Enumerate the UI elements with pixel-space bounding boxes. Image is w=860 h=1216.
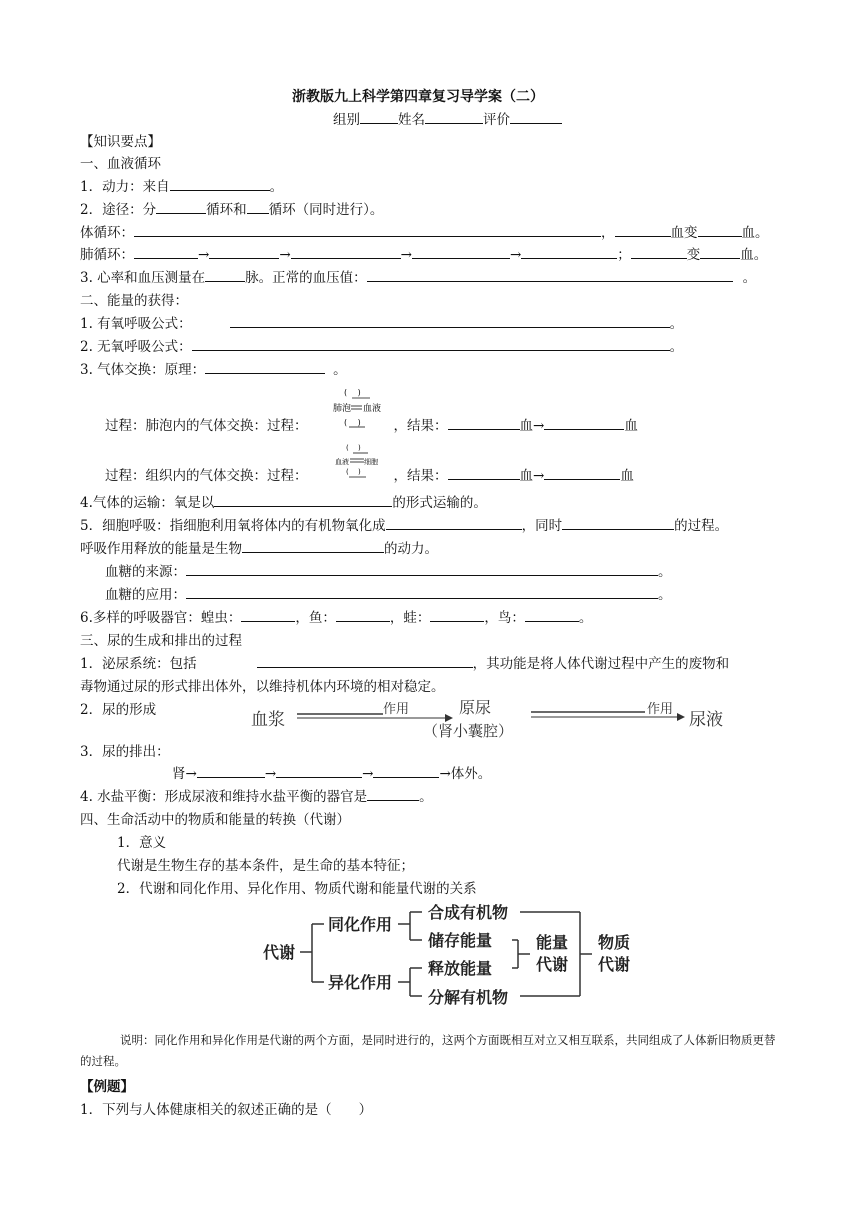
s4-line3: 2．代谢和同化作用、异化作用、物质代谢和能量代谢的关系	[117, 881, 477, 897]
eval-blank[interactable]	[510, 109, 562, 124]
s3-line4: 3．尿的排出：	[80, 744, 170, 760]
header-fields	[333, 108, 562, 128]
blank[interactable]	[134, 244, 198, 259]
text: ，同时	[521, 518, 563, 534]
text: ，其功能是将人体代谢过程中产生的废物和	[472, 656, 730, 672]
s2-line8	[105, 583, 672, 603]
text: 血→	[519, 418, 545, 434]
energy-label-2: 代谢	[536, 955, 569, 974]
blank[interactable]	[156, 199, 206, 214]
page-title: 浙教版九上科学第四章复习导学案（二）	[292, 89, 544, 105]
blank[interactable]	[412, 244, 510, 259]
blank[interactable]	[336, 607, 390, 622]
text: 的动力。	[384, 541, 438, 557]
blood-label: 血液	[335, 458, 349, 466]
blank[interactable]	[205, 267, 245, 282]
s2-line6	[80, 537, 438, 557]
blank[interactable]	[562, 515, 674, 530]
blank[interactable]	[631, 244, 687, 259]
blank[interactable]	[700, 244, 740, 259]
blank[interactable]	[247, 199, 269, 214]
action-label-1: 作用	[383, 702, 410, 717]
text: 血糖的来源：	[105, 564, 186, 580]
arrow: →	[509, 247, 522, 263]
text: ，结果：	[393, 418, 448, 434]
text: ，结果：	[393, 468, 448, 484]
text: 血。	[740, 247, 768, 263]
text: 过程：肺泡内的气体交换：过程：	[105, 418, 308, 434]
tissue-exchange-diagram	[334, 442, 382, 480]
blank[interactable]	[257, 653, 473, 668]
blank[interactable]	[544, 465, 620, 480]
text: 。	[658, 587, 672, 603]
store-energy-label: 储存能量	[428, 931, 493, 950]
text: 肺循环：	[80, 247, 134, 263]
dissimilation-label: 异化作用	[328, 973, 393, 992]
blank[interactable]	[134, 222, 601, 237]
blank[interactable]	[448, 415, 520, 430]
urine-formation-diagram	[245, 692, 745, 742]
text: 血糖的应用：	[105, 587, 186, 603]
text: 4.气体的运输：氧是以	[80, 495, 215, 511]
s3-line2: 毒物通过尿的形式排出体外，以维持机体内环境的相对稳定。	[80, 679, 445, 695]
s3-line6	[80, 785, 433, 805]
s4-line2: 代谢是生物生存的基本条件，是生命的基本特征；	[117, 858, 414, 874]
blank[interactable]	[698, 222, 742, 237]
text: 。	[658, 564, 672, 580]
text: 的过程。	[674, 518, 729, 534]
text: 血	[620, 468, 634, 484]
text: 3. 心率和血压测量在	[80, 270, 206, 286]
s3-line3: 2．尿的形成	[80, 702, 157, 718]
s2-line2	[80, 335, 683, 355]
blank[interactable]	[525, 607, 579, 622]
text: →	[362, 766, 374, 782]
blank[interactable]	[242, 538, 384, 553]
text: ，鸟：	[484, 610, 525, 626]
text: 1．泌尿系统：包括	[80, 656, 197, 672]
blank[interactable]	[186, 561, 658, 576]
group-label: 组别	[333, 112, 360, 128]
text: ，蛙：	[389, 610, 431, 626]
text: 血	[624, 418, 638, 434]
text: 变	[686, 247, 701, 263]
s3-line1	[80, 652, 729, 672]
blank[interactable]	[386, 515, 522, 530]
urine-label: 尿液	[689, 710, 723, 730]
group-blank[interactable]	[360, 109, 398, 124]
text: 6.多样的呼吸器官：蝗虫：	[80, 610, 242, 626]
s2-line4	[80, 491, 487, 511]
s1-line3	[80, 221, 769, 241]
blank[interactable]	[367, 267, 733, 282]
s2-line3	[80, 358, 347, 378]
text: 2. 无氧呼吸公式：	[80, 339, 192, 355]
arrow: →	[198, 247, 210, 263]
s2-line9	[80, 606, 592, 626]
blank[interactable]	[615, 222, 671, 237]
text: 1. 有氧呼吸公式：	[80, 316, 192, 332]
lung-exchange-diagram	[332, 386, 382, 430]
primary-urine-label: 原尿	[459, 698, 492, 717]
eval-label: 评价	[483, 112, 510, 128]
capsule-label: （肾小囊腔）	[423, 722, 514, 740]
cell-label: 细胞	[364, 458, 378, 466]
s1-line1	[80, 175, 283, 195]
text: 。	[269, 179, 284, 195]
name-label: 姓名	[398, 112, 425, 128]
s4-line1: 1．意义	[117, 835, 167, 851]
blank[interactable]	[209, 244, 279, 259]
paren-top: ( )	[344, 388, 361, 397]
example-question-1: 1．下列与人体健康相关的叙述正确的是（ ）	[80, 1102, 373, 1118]
blank[interactable]	[205, 359, 325, 374]
knowledge-heading: 【知识要点】	[80, 134, 161, 150]
arrow: →	[279, 247, 291, 263]
text: 1．动力：来自	[80, 179, 170, 195]
metabolism-diagram	[260, 896, 650, 1012]
blank[interactable]	[373, 763, 439, 778]
s3-line5	[172, 762, 491, 782]
blank[interactable]	[544, 415, 624, 430]
blank[interactable]	[276, 763, 362, 778]
section-1-heading: 一、血液循环	[80, 156, 161, 172]
matter-label-2: 代谢	[598, 955, 631, 974]
example-heading: 【例题】	[80, 1079, 134, 1095]
lung-label: 肺泡	[333, 404, 352, 414]
s2-line5	[80, 514, 728, 534]
paren-bottom: ( )	[344, 418, 361, 427]
text: →体外。	[439, 766, 492, 782]
paren-bottom: ( )	[346, 468, 361, 476]
text: ，鱼：	[295, 610, 336, 626]
arrow: →	[400, 247, 412, 263]
text: 体循环：	[80, 225, 134, 241]
text: 的形式运输的。	[392, 495, 487, 511]
blank[interactable]	[367, 786, 419, 801]
text: 循环（同时进行）。	[268, 202, 384, 218]
assimilation-label: 同化作用	[328, 915, 393, 934]
text: 4. 水盐平衡：形成尿液和维持水盐平衡的器官是	[80, 789, 368, 805]
release-energy-label: 释放能量	[428, 959, 493, 978]
matter-label-1: 物质	[598, 933, 631, 952]
blank[interactable]	[448, 465, 520, 480]
s2-line1	[80, 312, 683, 332]
text: ，	[601, 225, 615, 241]
text: 3. 气体交换：原理：	[80, 362, 206, 378]
blank[interactable]	[170, 176, 270, 191]
energy-label-1: 能量	[536, 933, 569, 952]
paren-top: ( )	[346, 444, 361, 452]
blank[interactable]	[186, 584, 658, 599]
s1-line4	[80, 243, 767, 263]
blank[interactable]	[214, 492, 392, 507]
text: 呼吸作用释放的能量是生物	[80, 541, 242, 557]
text: 。	[333, 362, 347, 378]
text: 血→	[519, 468, 545, 484]
text: 肾→	[172, 766, 197, 782]
text: 血变	[670, 225, 698, 241]
blank[interactable]	[241, 607, 295, 622]
plasma-label: 血浆	[251, 710, 285, 730]
text: 。	[669, 339, 684, 355]
name-blank[interactable]	[425, 109, 483, 124]
section-2-heading: 二、能量的获得：	[80, 293, 188, 309]
text: 过程：组织内的气体交换：过程：	[105, 468, 308, 484]
text: ；	[617, 247, 631, 263]
action-label-2: 作用	[647, 702, 674, 717]
text: 脉。正常的血压值：	[245, 270, 367, 286]
text: 。	[669, 316, 684, 332]
synthesis-label: 合成有机物	[428, 903, 509, 922]
text: 2．途径：分	[80, 202, 157, 218]
blank[interactable]	[291, 244, 401, 259]
text: 5．细胞呼吸：指细胞利用氧将体内的有机物氧化成	[80, 518, 386, 534]
blank[interactable]	[197, 763, 265, 778]
blank[interactable]	[230, 313, 670, 328]
text: 。	[742, 270, 757, 286]
note-paragraph: 说明：同化作用和异化作用是代谢的两个方面，是同时进行的，这两个方面既相互对立又相互联系，共同组成了人体新旧物质更替的过程。	[80, 1033, 776, 1068]
section-4-heading: 四、生命活动中的物质和能量的转换（代谢）	[80, 812, 350, 828]
text: 。	[578, 610, 593, 626]
decompose-label: 分解有机物	[428, 988, 509, 1007]
metabolism-label: 代谢	[263, 943, 296, 962]
blank[interactable]	[430, 607, 484, 622]
text: 循环和	[206, 202, 247, 218]
blood-label: 血液	[363, 404, 382, 414]
blank[interactable]	[192, 336, 670, 351]
text: 。	[419, 789, 433, 805]
section-3-heading: 三、尿的生成和排出的过程	[80, 633, 242, 649]
text: →	[264, 766, 277, 782]
text: 血。	[741, 225, 769, 241]
s1-line5	[80, 266, 756, 286]
blank[interactable]	[521, 244, 617, 259]
s1-line2	[80, 198, 383, 218]
s2-line7	[105, 560, 672, 580]
